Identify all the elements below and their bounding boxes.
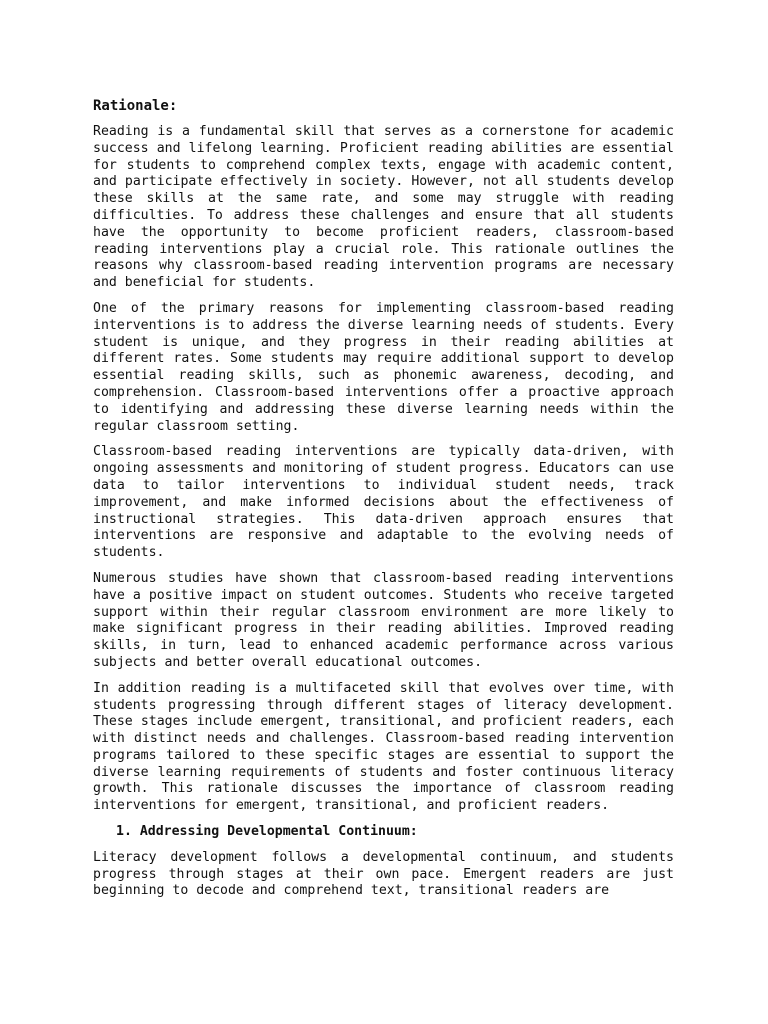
paragraph-stages: In addition reading is a multifaceted skill that evolves over time, with students progressing through different stages of literacy development. These stages include emergent, transitional, and proficient readers, each with distinct needs and challenges. Classroom-based reading intervention programs tailored to these specific stages are essential to support the diverse learning requirements of students and foster continuous literacy growth. This rationale discusses the importance of classroom reading interventions for emergent, transitional, and proficient readers. xyxy=(93,680,674,814)
paragraph-studies: Numerous studies have shown that classroom-based reading interventions have a positive impact on student outcomes. Students who receive targeted support within their regular classroom environment are more likely to make significant progress in their reading abilities. Improved reading skills, in turn, lead to enhanced academic performance across various subjects and better overall educational outcomes. xyxy=(93,570,674,670)
rationale-heading: Rationale: xyxy=(93,98,178,114)
paragraph-continuum: Literacy development follows a developmental continuum, and students progress through stages at their own pace. Emergent readers are just beginning to decode and comprehend text, transitional readers are xyxy=(93,849,674,899)
paragraph-diverse-needs: One of the primary reasons for implementing classroom-based reading interventions is to address the diverse learning needs of students. Every student is unique, and they progress in their reading abilities at different rates. Some students may require additional support to develop essential reading skills, such as phonemic awareness, decoding, and comprehension. Classroom-based interventions offer a proactive approach to identifying and addressing these diverse learning needs within the regular classroom setting. xyxy=(93,300,674,434)
paragraph-data-driven: Classroom-based reading interventions are typically data-driven, with ongoing assessments and monitoring of student progress. Educators can use data to tailor interventions to individual student needs, track improvement, and make informed decisions about the effectiveness of instructional strategies. This data-driven approach ensures that interventions are responsive and adaptable to the evolving needs of students. xyxy=(93,444,674,561)
document-body xyxy=(93,97,674,909)
paragraph-intro: Reading is a fundamental skill that serves as a cornerstone for academic success and lifelong learning. Proficient reading abilities are essential for students to comprehend complex texts, engage with academic content, and participate effectively in society. However, not all students develop these skills at the same rate, and some may struggle with reading difficulties. To address these challenges and ensure that all students have the opportunity to become proficient readers, classroom-based reading interventions play a crucial role. This rationale outlines the reasons why classroom-based reading intervention programs are necessary and beneficial for students. xyxy=(93,124,674,291)
section-heading-developmental-continuum: 1. Addressing Developmental Continuum: xyxy=(116,824,418,840)
